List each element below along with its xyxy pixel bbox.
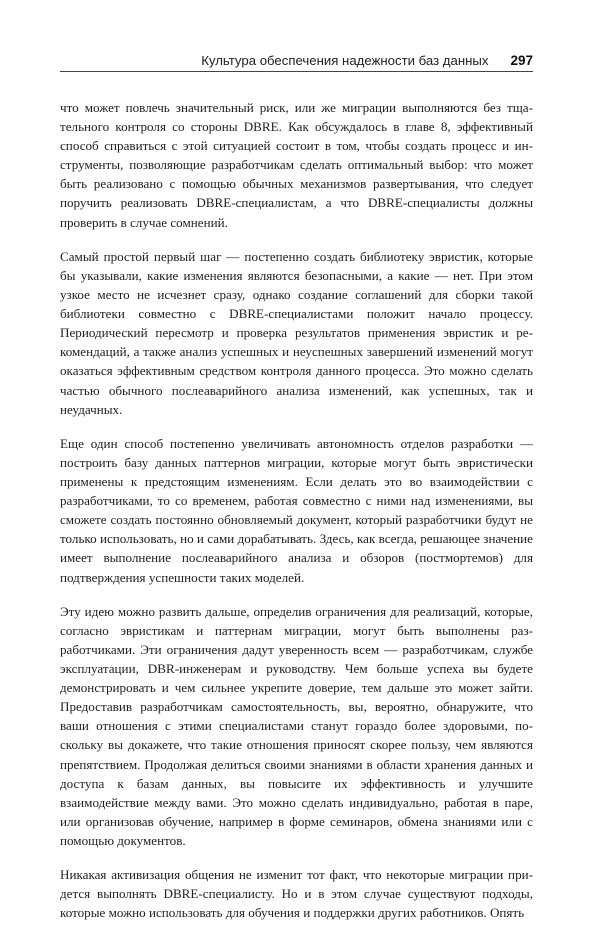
body-text [60, 98, 533, 938]
running-title: Культура обеспечения надежности баз данных [201, 53, 489, 68]
page-number: 297 [510, 53, 533, 68]
paragraph-5: Никакая активизация общения не изменит тот факт, что некоторые миграции придется выполнять DBRE-специалисту. Но и в этом случае существуют подходы, которые можно использовать для обучения и поддержки других работников. Опять [60, 867, 533, 921]
paragraph-4: Эту идею можно развить дальше, определив ограничения для реализаций, которые, согласно эвристикам и паттернам миграции, могут быть выполнены разработчиками. Эти ограничения дадут уверенность всем — разработчикам, службе эксплуатации, DBR-инженерам и руководству. Чем больше успеха вы будете демонстрировать и чем сильнее укрепите доверие, тем дальше это может зайти. Предоставив разработчикам самостоятельность, вы, вероятно, обнаружите, что ваши отношения с этими специалистами станут гораздо более здоровыми, поскольку вы докажете, что такие отношения приносят скорее пользу, чем являются препятствием. Продолжая делиться своими знаниями в области хранения данных и доступа к базам данных, вы повысите их эффективность и улучшите взаимодействие между вами. Это можно сделать индивидуально, работая в паре, или организовав обучение, например в форме семинаров, обмена знаниями или с помощью документов. [60, 603, 533, 848]
paragraph-1: что может повлечь значительный риск, или же миграции выполняются без тщательного контроля со стороны DBRE. Как обсуждалось в главе 8, эффективный способ справиться с этой ситуацией состоит в том, чтобы создать процесс и инструменты, позволяющие разработчикам сделать оптимальный выбор: что может быть реализовано с помощью обычных механизмов развертывания, что следует поручить реализовать DBRE-специалистам, а что DBRE-специалисты должны проверить в случае сомнений. [60, 100, 533, 230]
page-header [60, 46, 533, 72]
paragraph-2: Самый простой первый шаг — постепенно создать библиотеку эвристик, которые бы указывали, какие изменения являются безопасными, а какие — нет. При этом узкое место не исчезнет сразу, однако создание соглашений для сборки такой библиотеки совместно с DBRE-специалистами положит начало процессу. Периодический пересмотр и проверка результатов применения эвристик и рекомендаций, а также анализ успешных и неуспешных завершений изменений могут оказаться эффективным средством контроля данного процесса. Это можно сделать частью обычного послеаварийного анализа изменений, как успешных, так и неудачных. [60, 248, 533, 417]
paragraph-3: Еще один способ постепенно увеличивать автономность отделов разработки — построить базу данных паттернов миграции, которые могут быть эвристически применены к предстоящим изменениям. Если делать это во взаимодействии с разработчиками, то со временем, работая совместно с ними над изменениями, вы сможете создать постоянно обновляемый документ, который разработчики будут не только использовать, но и сами дорабатывать. Здесь, как всегда, решающее значение имеет выполнение послеаварийного анализа и обзоров (постмортемов) для подтверждения успешности таких моделей. [60, 435, 533, 585]
